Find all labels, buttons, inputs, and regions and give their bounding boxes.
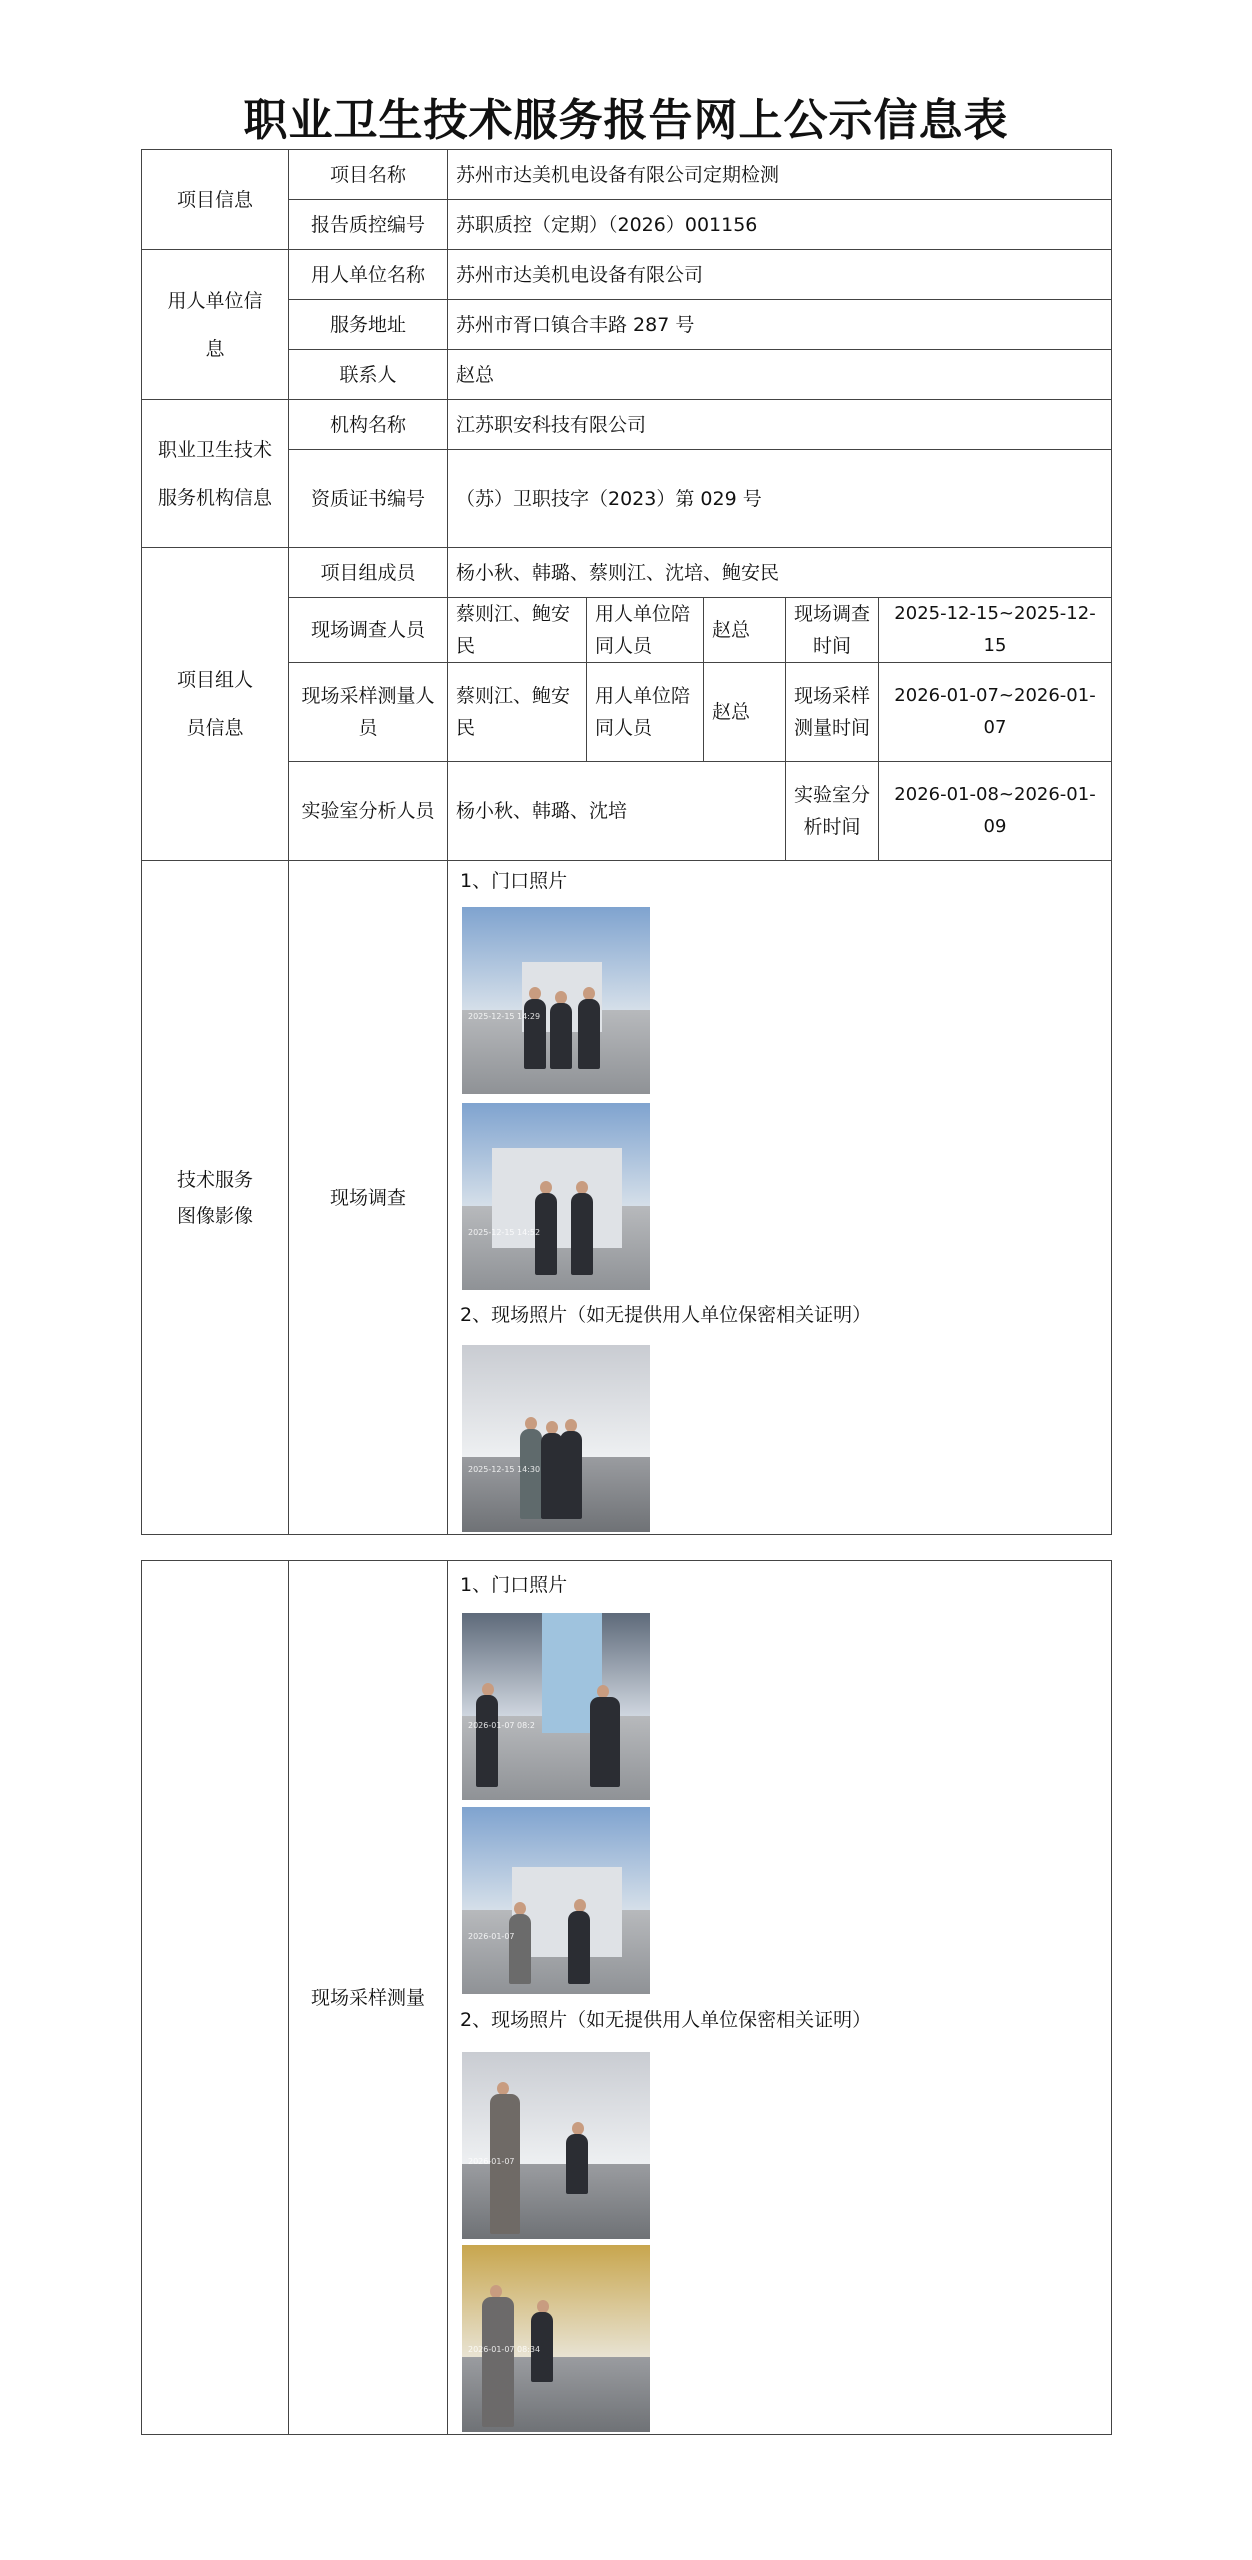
- report-code-value: 苏职质控（定期）（2026）001156: [447, 199, 1112, 250]
- project-name-value: 苏州市达美机电设备有限公司定期检测: [447, 149, 1112, 200]
- agency-info-group: 职业卫生技术服务机构信息: [141, 399, 289, 548]
- sampling-door-photo-2: 2026-01-07: [462, 1807, 650, 1994]
- survey-escort-value: 赵总: [703, 597, 786, 663]
- members-value: 杨小秋、韩璐、蔡则江、沈培、鲍安民: [447, 547, 1112, 598]
- sampling-staff-label: 现场采样测量人员: [288, 662, 448, 762]
- team-info-group: 项目组人员信息: [141, 547, 289, 861]
- contact-label: 联系人: [288, 349, 448, 400]
- sampling-escort-value: 赵总: [703, 662, 786, 762]
- sampling-site-caption: 2、现场照片（如无提供用人单位保密相关证明）: [460, 2009, 872, 2031]
- survey-images-label: 现场调查: [288, 860, 448, 1535]
- address-value: 苏州市胥口镇合丰路 287 号: [447, 299, 1112, 350]
- survey-time-label: 现场调查时间: [785, 597, 879, 663]
- survey-site-caption: 2、现场照片（如无提供用人单位保密相关证明）: [460, 1304, 872, 1326]
- sampling-staff-value: 蔡则江、鲍安民: [447, 662, 587, 762]
- sampling-site-photo-1: 2026-01-07: [462, 2052, 650, 2239]
- contact-value: 赵总: [447, 349, 1112, 400]
- address-label: 服务地址: [288, 299, 448, 350]
- project-info-group: 项目信息: [141, 149, 289, 250]
- survey-escort-label: 用人单位陪同人员: [586, 597, 704, 663]
- sampling-time-value: 2026-01-07~2026-01-07: [878, 662, 1112, 762]
- cert-value: （苏）卫职技字（2023）第 029 号: [447, 449, 1112, 548]
- employer-name-label: 用人单位名称: [288, 249, 448, 300]
- agency-name-value: 江苏职安科技有限公司: [447, 399, 1112, 450]
- cert-label: 资质证书编号: [288, 449, 448, 548]
- sampling-time-label: 现场采样测量时间: [785, 662, 879, 762]
- survey-door-photo-1: 2025-12-15 14:29: [462, 907, 650, 1094]
- sampling-site-photo-2: 2026-01-07 08:34: [462, 2245, 650, 2432]
- survey-door-caption: 1、门口照片: [460, 870, 568, 892]
- survey-door-photo-2: 2025-12-15 14:52: [462, 1103, 650, 1290]
- report-code-label: 报告质控编号: [288, 199, 448, 250]
- sampling-door-photo-1: 2026-01-07 08:2: [462, 1613, 650, 1800]
- survey-staff-label: 现场调查人员: [288, 597, 448, 663]
- sampling-images-label: 现场采样测量: [288, 1560, 448, 2435]
- employer-name-value: 苏州市达美机电设备有限公司: [447, 249, 1112, 300]
- survey-time-value: 2025-12-15~2025-12-15: [878, 597, 1112, 663]
- sampling-escort-label: 用人单位陪同人员: [586, 662, 704, 762]
- project-name-label: 项目名称: [288, 149, 448, 200]
- lab-staff-label: 实验室分析人员: [288, 761, 448, 861]
- agency-name-label: 机构名称: [288, 399, 448, 450]
- employer-info-group: 用人单位信息: [141, 249, 289, 400]
- lab-time-value: 2026-01-08~2026-01-09: [878, 761, 1112, 861]
- lab-time-label: 实验室分析时间: [785, 761, 879, 861]
- sampling-door-caption: 1、门口照片: [460, 1574, 568, 1596]
- images-group-continued: [141, 1560, 289, 2435]
- members-label: 项目组成员: [288, 547, 448, 598]
- images-group: 技术服务图像影像: [141, 860, 289, 1535]
- survey-staff-value: 蔡则江、鲍安民: [447, 597, 587, 663]
- lab-staff-value: 杨小秋、韩璐、沈培: [447, 761, 786, 861]
- page-title: 职业卫生技术服务报告网上公示信息表: [243, 95, 1009, 146]
- survey-site-photo: 2025-12-15 14:30: [462, 1345, 650, 1532]
